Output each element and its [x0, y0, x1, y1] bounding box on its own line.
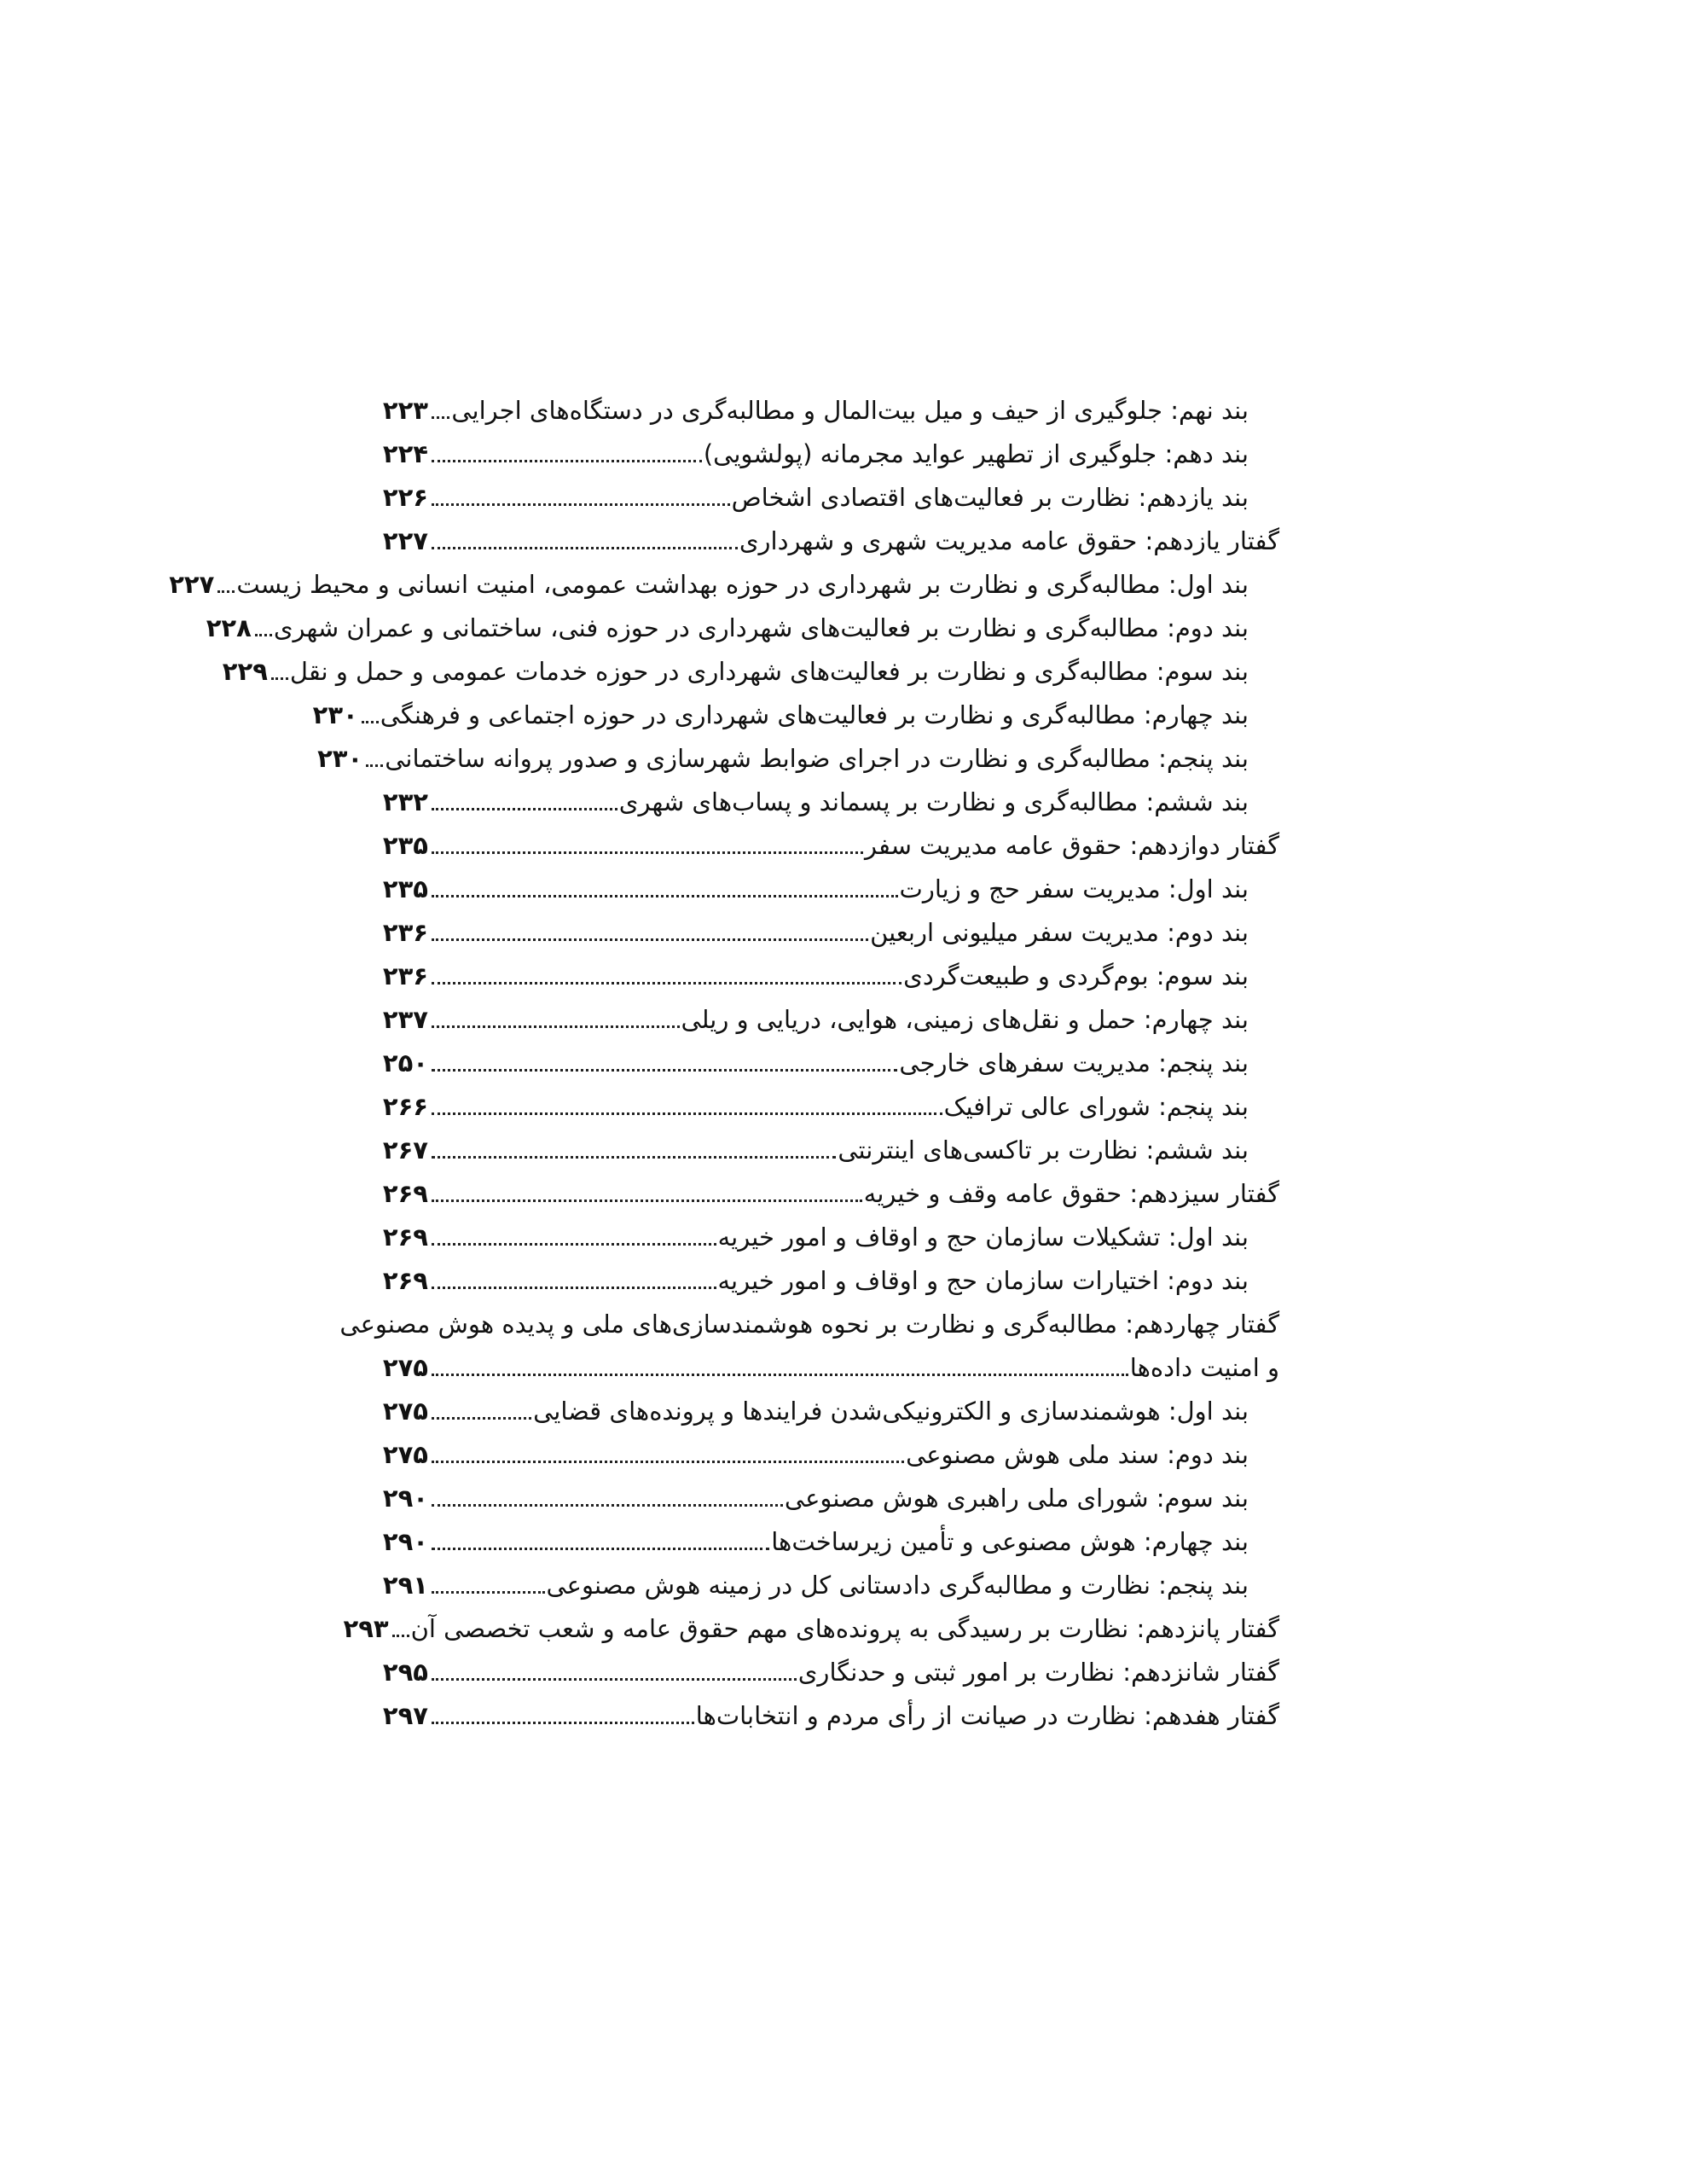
dot-leader — [432, 894, 898, 897]
toc-entry — [206, 607, 1279, 650]
toc-entry-page: ۲۹۷ — [382, 1701, 428, 1730]
dot-leader — [217, 590, 235, 593]
toc-entry-title: بند اول: هوشمندسازی و الکترونیکی‌شدن فرایندها و پرونده‌های قضایی — [533, 1397, 1249, 1426]
toc-entry-page: ۲۶۹ — [382, 1266, 428, 1295]
dot-leader — [392, 1634, 409, 1637]
toc-section-entry — [384, 520, 1279, 563]
toc-entry — [384, 1390, 1279, 1433]
toc-entry-title: بند اول: مدیریت سفر حج و زیارت — [899, 874, 1249, 903]
dot-leader — [432, 1590, 545, 1594]
toc-entry-title: بند پنجم: مطالبه‌گری و نظارت در اجرای ضوابط شهرسازی و صدور پروانه ساختمانی — [385, 744, 1249, 773]
toc-section-entry — [384, 824, 1279, 868]
toc-entry-title: بند دهم: جلوگیری از تطهیر عواید مجرمانه (پولشویی) — [703, 439, 1249, 468]
table-of-contents — [169, 389, 1279, 1738]
toc-entry — [169, 563, 1279, 607]
toc-section-entry — [384, 1694, 1279, 1738]
toc-entry — [222, 650, 1279, 694]
dot-leader — [432, 851, 863, 854]
toc-entry-page: ۲۲۸ — [206, 613, 252, 642]
toc-entry-title: بند دوم: مدیریت سفر میلیونی اربعین — [870, 918, 1249, 947]
toc-entry-page: ۲۷۵ — [382, 1397, 428, 1426]
dot-leader — [432, 1242, 716, 1246]
dot-leader — [432, 1199, 862, 1202]
dot-leader — [432, 1460, 904, 1463]
toc-entry-page: ۲۳۵ — [382, 874, 428, 903]
dot-leader — [432, 1416, 531, 1420]
toc-entry-page: ۲۷۵ — [382, 1353, 428, 1382]
toc-entry-title: بند دوم: سند ملی هوش مصنوعی — [906, 1440, 1249, 1469]
toc-entry — [384, 868, 1279, 911]
toc-section-entry — [343, 1607, 1279, 1651]
toc-entry-title: بند اول: مطالبه‌گری و نظارت بر شهرداری در حوزه بهداشت عمومی، امنیت انسانی و محیط زیست — [236, 570, 1249, 599]
toc-entry-page: ۲۳۵ — [382, 831, 428, 860]
dot-leader — [432, 1286, 716, 1289]
dot-leader — [432, 1503, 783, 1507]
dot-leader — [271, 677, 288, 680]
toc-section-entry — [384, 1651, 1279, 1694]
toc-entry — [384, 1433, 1279, 1477]
dot-leader — [366, 764, 383, 767]
toc-entry-title: گفتار شانزدهم: نظارت بر امور ثبتی و حدنگاری — [797, 1658, 1279, 1687]
toc-entry — [384, 1042, 1279, 1085]
dot-leader — [432, 1547, 769, 1550]
toc-entry — [384, 1216, 1279, 1259]
toc-entry-page: ۲۲۳ — [382, 396, 428, 425]
dot-leader — [432, 807, 617, 810]
toc-entry-page: ۲۹۰ — [382, 1484, 428, 1513]
dot-leader — [432, 546, 738, 549]
toc-entry — [384, 389, 1279, 433]
toc-entry-title: بند دوم: مطالبه‌گری و نظارت بر فعالیت‌های شهرداری در حوزه فنی، ساختمانی و عمران شهری — [273, 613, 1249, 642]
toc-entry-title: بند سوم: مطالبه‌گری و نظارت بر فعالیت‌های شهرداری در حوزه خدمات عمومی و حمل و نقل — [289, 657, 1249, 686]
toc-entry-title: بند پنجم: مدیریت سفرهای خارجی — [899, 1048, 1249, 1077]
dot-leader — [255, 633, 272, 636]
toc-entry-title-line-2: و امنیت داده‌ها — [1129, 1353, 1279, 1382]
toc-entry-title: گفتار هفدهم: نظارت در صیانت از رأی مردم و انتخابات‌ها — [695, 1701, 1279, 1730]
toc-entry-page: ۲۳۰ — [317, 744, 363, 773]
toc-entry-page: ۲۲۴ — [382, 439, 428, 468]
toc-entry — [384, 1564, 1279, 1607]
toc-entry-title: بند دوم: اختیارات سازمان حج و اوقاف و امور خیریه — [717, 1266, 1249, 1295]
toc-entry-page: ۲۲۹ — [222, 657, 268, 686]
toc-entry-title: گفتار پانزدهم: نظارت بر رسیدگی به پرونده‌های مهم حقوق عامه و شعب تخصصی آن — [410, 1614, 1279, 1643]
toc-entry-title: بند ششم: نظارت بر تاکسی‌های اینترنتی — [838, 1136, 1249, 1165]
toc-entry-page: ۲۵۰ — [382, 1048, 428, 1077]
toc-entry-page: ۲۹۰ — [382, 1527, 428, 1556]
dot-leader — [432, 1068, 897, 1072]
dot-leader — [432, 1677, 797, 1681]
toc-entry — [384, 998, 1279, 1042]
toc-entry-page: ۲۷۵ — [382, 1440, 428, 1469]
toc-entry-page: ۲۳۷ — [382, 1005, 428, 1034]
dot-leader — [362, 720, 379, 723]
dot-leader — [432, 1025, 680, 1028]
dot-leader — [432, 981, 901, 985]
toc-entry — [312, 694, 1279, 737]
toc-entry-title: گفتار یازدهم: حقوق عامه مدیریت شهری و شهرداری — [739, 526, 1279, 555]
dot-leader — [432, 1373, 1128, 1376]
toc-entry-title: بند پنجم: نظارت و مطالبه‌گری دادستانی کل در زمینه هوش مصنوعی — [546, 1571, 1249, 1600]
toc-entry — [384, 476, 1279, 520]
toc-entry-title: بند سوم: بوم‌گردی و طبیعت‌گردی — [903, 961, 1249, 990]
toc-entry — [384, 1085, 1279, 1129]
toc-entry-page: ۲۶۹ — [382, 1179, 428, 1208]
toc-entry — [384, 1129, 1279, 1172]
toc-entry — [384, 781, 1279, 824]
dot-leader — [432, 938, 868, 941]
toc-entry — [384, 433, 1279, 476]
dot-leader — [432, 1112, 942, 1115]
toc-entry — [384, 955, 1279, 998]
toc-entry-title: بند چهارم: هوش مصنوعی و تأمین زیرساخت‌ها — [771, 1527, 1249, 1556]
dot-leader — [432, 415, 449, 419]
toc-entry — [384, 911, 1279, 955]
toc-entry-page: ۲۲۷ — [382, 526, 428, 555]
toc-entry — [384, 1520, 1279, 1564]
dot-leader — [432, 459, 702, 462]
toc-entry-page: ۲۲۷ — [169, 570, 215, 599]
toc-entry-page: ۲۹۵ — [382, 1658, 428, 1687]
toc-entry-title: بند چهارم: مطالبه‌گری و نظارت بر فعالیت‌های شهرداری در حوزه اجتماعی و فرهنگی — [380, 700, 1249, 729]
toc-entry — [384, 1477, 1279, 1520]
toc-entry-title: بند یازدهم: نظارت بر فعالیت‌های اقتصادی اشخاص — [731, 483, 1249, 512]
toc-entry-title: بند چهارم: حمل و نقل‌های زمینی، هوایی، دریایی و ریلی — [681, 1005, 1249, 1034]
toc-entry-title: بند ششم: مطالبه‌گری و نظارت بر پسماند و پساب‌های شهری — [618, 787, 1249, 816]
toc-entry-title: گفتار دوازدهم: حقوق عامه مدیریت سفر — [864, 831, 1279, 860]
toc-entry-title: بند سوم: شورای ملی راهبری هوش مصنوعی — [784, 1484, 1249, 1513]
toc-entry — [317, 737, 1279, 781]
toc-entry-page: ۲۹۱ — [382, 1571, 428, 1600]
toc-entry-page: ۲۳۶ — [382, 961, 428, 990]
toc-entry — [384, 1259, 1279, 1303]
dot-leader — [432, 502, 730, 506]
dot-leader — [432, 1155, 836, 1159]
toc-entry-page: ۲۶۹ — [382, 1223, 428, 1252]
toc-entry-page: ۲۹۳ — [343, 1614, 389, 1643]
dot-leader — [432, 1721, 694, 1724]
toc-entry-title: بند پنجم: شورای عالی ترافیک — [943, 1092, 1249, 1121]
toc-entry-title: بند اول: تشکیلات سازمان حج و اوقاف و امور خیریه — [717, 1223, 1249, 1252]
toc-entry-page: ۲۲۶ — [382, 483, 428, 512]
toc-entry-page: ۲۶۶ — [382, 1092, 428, 1121]
toc-entry-title: بند نهم: جلوگیری از حیف و میل بیت‌المال و مطالبه‌گری در دستگاه‌های اجرایی — [451, 396, 1249, 425]
toc-section-entry — [384, 1172, 1279, 1216]
toc-entry-page: ۲۳۰ — [312, 700, 358, 729]
toc-entry-title: گفتار سیزدهم: حقوق عامه وقف و خیریه — [863, 1179, 1279, 1208]
toc-entry-page: ۲۶۷ — [382, 1136, 428, 1165]
toc-section-entry-long — [339, 1303, 1279, 1390]
toc-entry-title-line-1: گفتار چهاردهم: مطالبه‌گری و نظارت بر نحوه هوشمندسازی‌های ملی و پدیده هوش مصنوعی — [339, 1310, 1279, 1339]
toc-entry-page: ۲۳۲ — [382, 787, 428, 816]
toc-entry-page: ۲۳۶ — [382, 918, 428, 947]
